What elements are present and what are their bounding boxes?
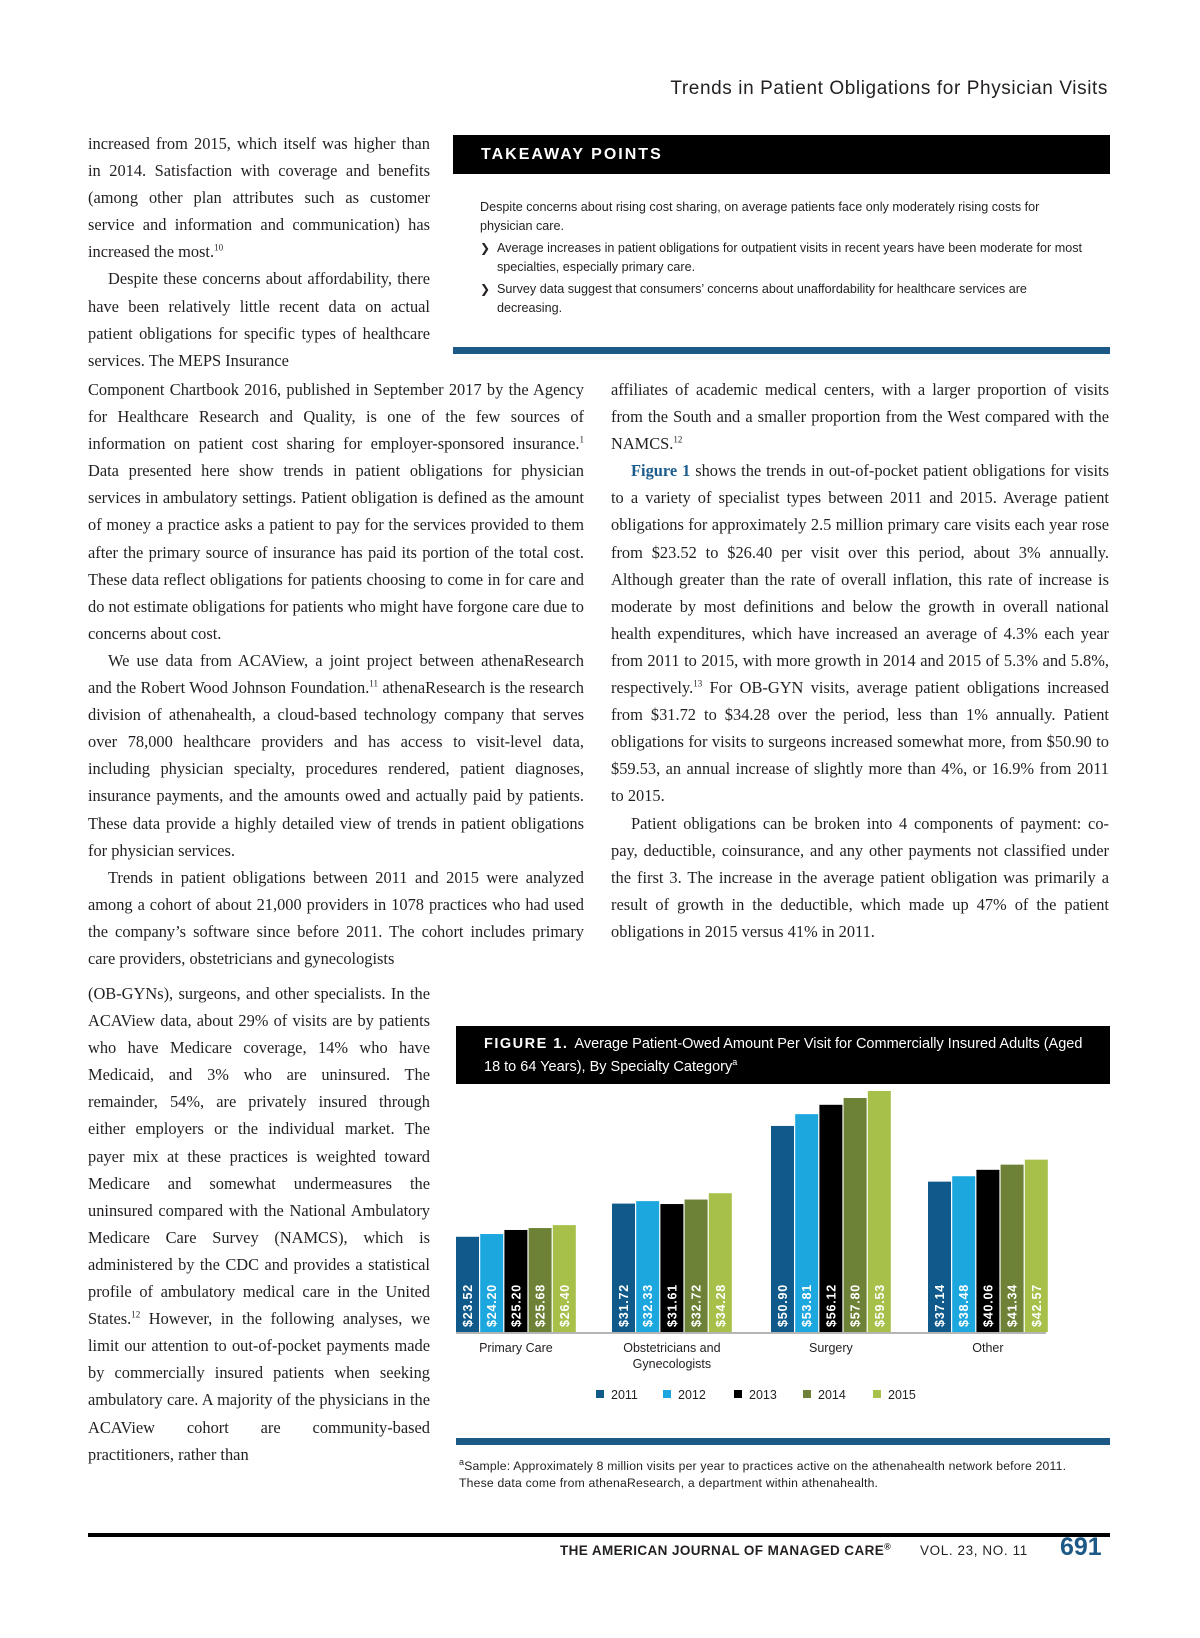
data-label: $38.48 xyxy=(957,1283,972,1327)
data-label: $41.34 xyxy=(1005,1283,1020,1327)
paragraph-text: affiliates of academic medical centers, with a larger proportion of visits from the South and a smaller proportion from the West compared with the NAMCS. xyxy=(611,380,1109,454)
takeaway-rule xyxy=(453,347,1110,354)
paragraph-text: shows the trends in out-of-pocket patient obligations for visits to a variety of specialist types between 2011 and 2015. Average patient obligations for approximately 2.5 million primary care visits each year rose from $23.52 to $26.40 per visit over this period, about 3% annually. Although greater than the rate of overall inflation, this rate of increase is moderate by most definitions and below the growth in overall national health expenditures, which have increased an average of 4.3% each year from 2011 to 2015, with more growth in 2014 and 2015 of 5.3% and 5.8%, respectively. xyxy=(611,461,1109,698)
legend-label-2011: 2011 xyxy=(611,1388,638,1402)
takeaway-body xyxy=(453,174,1110,317)
left-column-wide xyxy=(88,376,584,972)
paragraph-text: We use data from ACAView, a joint project between athenaResearch and the Robert Wood Johnson Foundation. xyxy=(88,650,584,698)
left-column-bottom xyxy=(88,980,430,1468)
chevron-right-icon: ❯ xyxy=(480,241,491,255)
left-column-top xyxy=(88,130,430,374)
paragraph xyxy=(88,130,430,265)
takeaway-intro: Despite concerns about rising cost sharing, on average patients face only moderately rising costs for physician care. xyxy=(480,200,1040,233)
paragraph xyxy=(611,457,1109,809)
legend-swatch-2014 xyxy=(803,1390,811,1398)
paragraph: Despite these concerns about affordability, there have been relatively little recent data on actual patient obligations for specific types of healthcare services. The MEPS Insurance xyxy=(88,269,430,370)
paragraph: Trends in patient obligations between 2011 and 2015 were analyzed among a cohort of about 21,000 providers in 1078 practices who had used the company’s software since before 2011. The cohort includes primary care providers, obstetricians and gynecologists xyxy=(88,867,584,968)
legend-label-2014: 2014 xyxy=(818,1388,846,1402)
data-label: $40.06 xyxy=(981,1283,996,1327)
paragraph xyxy=(611,376,1109,457)
data-label: $32.33 xyxy=(641,1283,656,1327)
paragraph xyxy=(88,980,430,1468)
journal-name xyxy=(560,1543,891,1558)
citation-sup: 1 xyxy=(579,434,584,445)
legend-label-2015: 2015 xyxy=(888,1388,916,1402)
legend-swatch-2015 xyxy=(873,1390,881,1398)
data-label: $37.14 xyxy=(933,1283,947,1327)
paragraph-text: (OB-GYNs), surgeons, and other specialists. In the ACAView data, about 29% of visits are by patients who have Medicare coverage, 14% who have Medicaid, and 3% who are uninsured. The remainder, 54%, are privately insured through either employers or the individual market. The payer mix at these practices is weighted toward Medicare and somewhat undermeasures the uninsured compared with the National Ambulatory Medicare Care Survey (NAMCS), which is administered by the CDC and provides a statistical profile of ambulatory medical care in the United States. xyxy=(88,984,430,1329)
paragraph xyxy=(88,647,584,864)
data-label: $57.80 xyxy=(848,1283,863,1327)
data-label: $25.20 xyxy=(509,1283,524,1327)
paragraph-text: For OB-GYN visits, average patient obligations increased from $31.72 to $34.28 over the period, less than 1% annually. Patient obligations for visits to surgeons increased somewhat more, from $50.90 to $59.53, an annual increase of slightly more than 4%, or 16.9% from 2011 to 2015. xyxy=(611,678,1109,806)
legend-swatch-2013 xyxy=(734,1390,742,1398)
paragraph: Patient obligations can be broken into 4 components of payment: co-pay, deductible, coinsurance, and any other payments not classified under the first 3. The increase in the average patient obligation was primarily a result of growth in the deductible, which made up 47% of the patient obligations in 2015 versus 41% in 2011. xyxy=(611,813,1109,941)
data-label: $56.12 xyxy=(824,1283,839,1327)
takeaway-bullet xyxy=(480,239,1082,276)
bullet-text: Average increases in patient obligations for outpatient visits in recent years have been moderate for most specialties, especially primary care. xyxy=(497,241,1083,274)
figure-caption-sup: a xyxy=(732,1057,738,1068)
data-label: $24.20 xyxy=(485,1283,500,1327)
category-label: Obstetricians and xyxy=(623,1341,721,1355)
data-label: $31.72 xyxy=(617,1283,631,1327)
legend-swatch-2012 xyxy=(663,1390,671,1398)
chevron-right-icon: ❯ xyxy=(480,282,491,296)
footnote-mark: a xyxy=(459,1456,465,1467)
data-label: $50.90 xyxy=(776,1283,790,1327)
figure-label: FIGURE 1. xyxy=(484,1036,569,1052)
legend-swatch-2011 xyxy=(596,1390,604,1398)
data-label: $23.52 xyxy=(461,1283,475,1327)
data-label: $59.53 xyxy=(872,1283,887,1327)
bar-chart xyxy=(456,1069,1110,1438)
footnote-text: Sample: Approximately 8 million visits per year to practices active on the athenahealth network before 2011. These data come from athenaResearch, a department within athenahealth. xyxy=(459,1459,1067,1490)
data-label: $25.68 xyxy=(533,1283,548,1327)
category-label: Primary Care xyxy=(479,1341,553,1355)
citation-sup: 13 xyxy=(693,678,703,689)
paragraph-text: Data presented here show trends in patient obligations for physician services in ambulatory settings. Patient obligation is defined as the amount of money a practice asks a patient to pay for the services provided to them after the primary source of insurance has paid its portion of the total cost. These data reflect obligations for patients choosing to come in for care and do not estimate obligations for patients who might have forgone care due to concerns about cost. xyxy=(88,461,584,643)
footer-rule xyxy=(88,1533,1110,1537)
data-label: $31.61 xyxy=(665,1283,680,1327)
data-label: $34.28 xyxy=(713,1283,728,1327)
figure-footnote xyxy=(459,1458,1099,1492)
running-title: Trends in Patient Obligations for Physician Visits xyxy=(670,78,1108,99)
category-label: Gynecologists xyxy=(632,1357,712,1371)
figure-link[interactable]: Figure 1 xyxy=(631,461,691,481)
takeaway-box xyxy=(453,135,1110,354)
page-number: 691 xyxy=(1060,1533,1102,1561)
data-label: $42.57 xyxy=(1029,1283,1044,1327)
data-label: $53.81 xyxy=(800,1283,815,1327)
right-column xyxy=(611,376,1109,945)
data-label: $32.72 xyxy=(689,1283,704,1327)
paragraph xyxy=(88,376,584,647)
journal-title: THE AMERICAN JOURNAL OF MANAGED CARE xyxy=(560,1543,885,1558)
category-label: Surgery xyxy=(809,1341,853,1355)
category-label: Other xyxy=(972,1341,1004,1355)
takeaway-list xyxy=(480,239,1082,317)
citation-sup: 12 xyxy=(673,434,683,445)
citation-sup: 12 xyxy=(131,1309,141,1320)
legend-label-2012: 2012 xyxy=(678,1388,706,1402)
takeaway-heading: TAKEAWAY POINTS xyxy=(453,135,1110,174)
data-label: $26.40 xyxy=(557,1283,572,1327)
legend-label-2013: 2013 xyxy=(749,1388,777,1402)
paragraph-text: athenaResearch is the research division of athenahealth, a cloud-based technology company that serves over 78,000 healthcare providers and has access to visit-level data, including physician specialty, procedures rendered, patient diagnoses, insurance payments, and the amounts owed and actually paid by patients. These data provide a highly detailed view of trends in patient obligations for physician services. xyxy=(88,678,584,860)
figure-rule xyxy=(456,1438,1110,1445)
bullet-text: Survey data suggest that consumers’ concerns about unaffordability for healthcare services are decreasing. xyxy=(497,282,1027,315)
paragraph-text: Component Chartbook 2016, published in September 2017 by the Agency for Healthcare Research and Quality, is one of the few sources of information on patient cost sharing for employer-sponsored insurance. xyxy=(88,380,584,454)
volume-issue: VOL. 23, NO. 11 xyxy=(920,1543,1028,1558)
citation-sup: 11 xyxy=(369,678,378,689)
takeaway-bullet xyxy=(480,280,1082,317)
figure-1 xyxy=(456,1026,1110,1490)
registered-mark: ® xyxy=(884,1541,892,1552)
paragraph-text: However, in the following analyses, we limit our attention to out-of-pocket payments made by commercially insured patients when seeking ambulatory care. A majority of the physicians in the ACAView cohort are community-based practitioners, rather than xyxy=(88,1309,430,1464)
citation-sup: 10 xyxy=(214,242,224,253)
paragraph-text: increased from 2015, which itself was higher than in 2014. Satisfaction with coverage and benefits (among other plan attributes such as customer service and information and communication) has increased the most. xyxy=(88,134,430,262)
figure-caption: Average Patient-Owed Amount Per Visit for Commercially Insured Adults (Aged 18 to 64 Years), By Specialty Category xyxy=(484,1036,1083,1075)
